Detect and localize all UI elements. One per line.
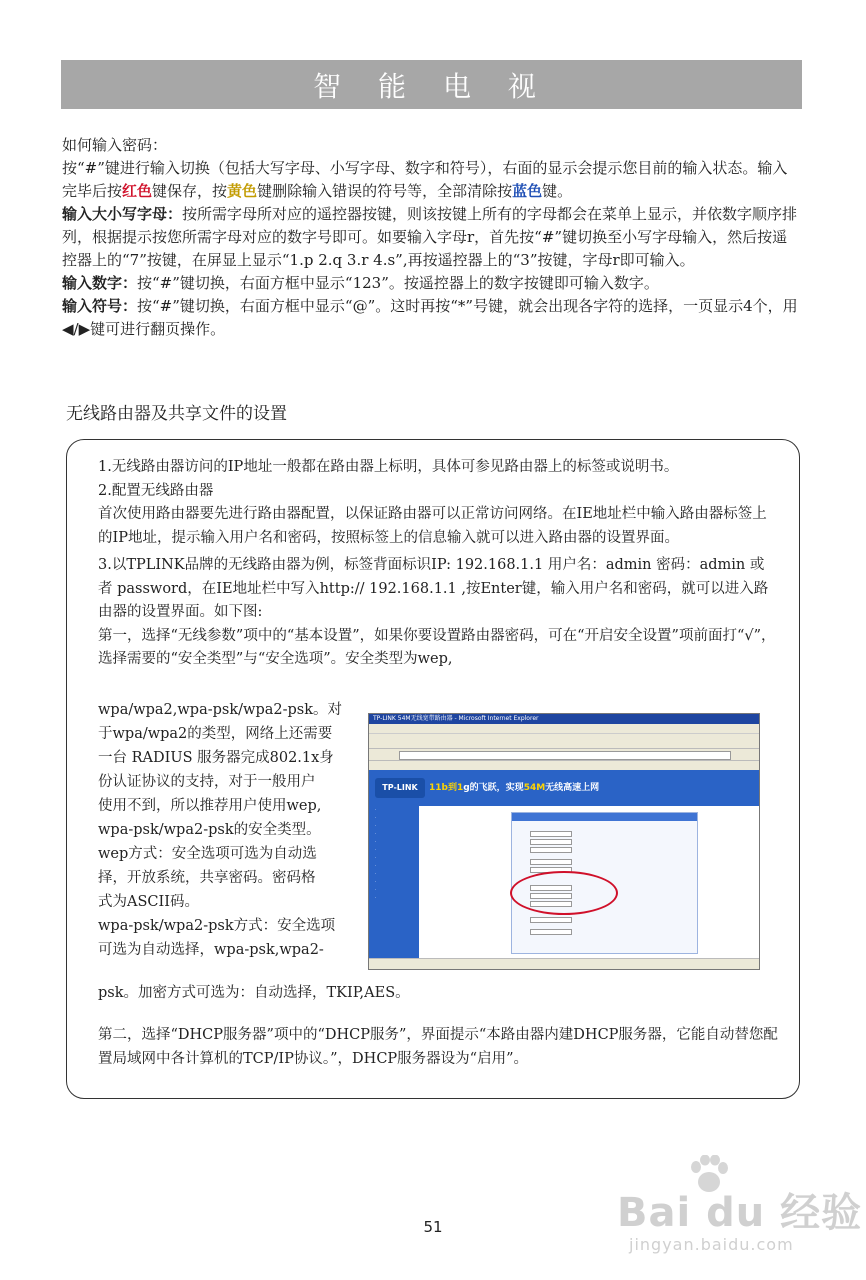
number-text: 按“#”键切换，右面方框中显示“123”。按遥控器上的数字按键即可输入数字。 <box>137 274 659 292</box>
intro-paragraph-number <box>62 272 802 295</box>
settings-row <box>520 831 572 837</box>
intro-paragraph-symbol <box>62 295 802 341</box>
intro-paragraph-case <box>62 203 802 272</box>
left-line: wpa-psk/wpa2-psk的安全类型。 <box>98 822 321 838</box>
box-line-3: 首次使用路由器要先进行路由器配置，以保证路由器可以正常访问网络。在IE地址栏中输入路由器标签上的IP地址，提示输入用户名和密码，按照标签上的信息输入就可以进入路由器的设置界面。 <box>98 506 767 546</box>
intro-text: 键删除输入错误的符号等，全部清除按 <box>257 182 513 200</box>
password-input-instructions <box>62 134 802 341</box>
router-sidebar <box>369 806 419 958</box>
symbol-label: 输入符号： <box>62 297 138 315</box>
box-text-left-column <box>98 698 368 962</box>
page-title-banner <box>61 60 802 109</box>
settings-row <box>520 839 572 845</box>
box-line-2: 2.配置无线路由器 <box>98 482 214 499</box>
router-config-screenshot <box>368 713 760 970</box>
sidebar-item: · <box>375 871 377 876</box>
slogan-part: g的飞跃，实现 <box>463 783 524 793</box>
sidebar-item: · <box>375 855 377 860</box>
slogan-part: 54M <box>523 783 546 793</box>
number-label: 输入数字： <box>62 274 138 292</box>
browser-titlebar: TP-LINK 54M无线宽带路由器 - Microsoft Internet Explorer <box>369 714 759 724</box>
sidebar-item: · <box>375 839 377 844</box>
settings-row <box>520 917 572 923</box>
box-text-top <box>98 456 778 672</box>
case-text: 按所需字母所对应的遥控器按键，则该按键上所有的字母都会在菜单上显示，并依数字顺序排列，根据提示按您所需字母对应的数字号即可。如要输入字母r，首先按“#”键切换至小写字母输入，然后按遥控器上的“7”按键，在屏显上显示“1.p 2.q 3.r 4.s”,再按遥控器上的“3”按键，字母r即可输入。 <box>62 205 798 269</box>
slogan-part: 11b到1 <box>429 783 464 793</box>
left-line: 择，开放系统，共享密码。密码格 <box>98 870 316 886</box>
sidebar-item: · <box>375 815 377 820</box>
left-line: wpa-psk/wpa2-psk方式：安全选项 <box>98 918 336 934</box>
panel-header <box>512 813 697 821</box>
intro-text: 键。 <box>542 182 573 200</box>
settings-row <box>520 929 572 935</box>
symbol-text: 按“#”键切换，右面方框中显示“@”。这时再按“*”号键，就会出现各字符的选择，一页显示4个，用◀/▶键可进行翻页操作。 <box>62 297 798 338</box>
settings-row <box>520 859 572 865</box>
box-line-5: 第一，选择“无线参数”项中的“基本设置”，如果你要设置路由器密码，可在“开启安全设置”项前面打“√”，选择需要的“安全类型”与“安全选项”。安全类型为wep, <box>98 627 776 667</box>
case-label: 输入大小写字母： <box>62 205 183 223</box>
slogan-part: 无线高速上网 <box>545 783 600 793</box>
browser-address-bar <box>369 749 759 761</box>
sidebar-item: · <box>375 847 377 852</box>
box-line-4: 3.以TPLINK品牌的无线路由器为例，标签背面标识IP: 192.168.1.1 用户名：admin 密码：admin 或者 password，在IE地址栏中写入http:// 192.168.1.1 ,按Enter键，输入用户名和密码，就可以进入路由器的设置界面。如下图: <box>98 557 769 620</box>
intro-paragraph-1 <box>62 157 802 203</box>
left-line: 份认证协议的支持，对于一般用户 <box>98 774 316 790</box>
left-line: 式为ASCII码。 <box>98 894 199 910</box>
sidebar-item: · <box>375 887 377 892</box>
box-line-6: 第二，选择“DHCP服务器”项中的“DHCP服务”，界面提示“本路由器内建DHCP服务器，它能自动替您配置局域网中各计算机的TCP/IP协议。”，DHCP服务器设为“启用”。 <box>98 1027 778 1067</box>
baidu-jingyan-watermark <box>613 1155 863 1265</box>
watermark-brand: Bai du 经验 <box>617 1190 863 1236</box>
page-number: 51 <box>423 1218 443 1236</box>
sidebar-item: · <box>375 831 377 836</box>
intro-text: 键保存，按 <box>152 182 228 200</box>
left-line: 使用不到，所以推荐用户使用wep, <box>98 798 322 814</box>
browser-toolbar <box>369 734 759 749</box>
page-title: 智 能 电 视 <box>313 69 550 103</box>
left-line: wpa/wpa2,wpa-psk/wpa2-psk。对 <box>98 702 343 718</box>
sidebar-item: · <box>375 807 377 812</box>
intro-text: 按“#”键进行输入切换（包括大写字母、小写字母、数字和符号），右面的显示会提示您目前的输入状态。输入完毕后按 <box>62 159 788 200</box>
left-line: 一台 RADIUS 服务器完成802.1x身 <box>98 750 334 766</box>
left-line: wep方式：安全选项可选为自动选 <box>98 846 317 862</box>
router-slogan <box>429 780 599 793</box>
settings-row <box>520 847 572 853</box>
tplink-logo: TP-LINK <box>375 778 425 798</box>
left-line: 可选为自动选择，wpa-psk,wpa2- <box>98 942 324 958</box>
address-field <box>399 751 731 760</box>
left-line: 于wpa/wpa2的类型，网络上还需要 <box>98 726 333 742</box>
red-key-label: 红色 <box>122 182 153 200</box>
browser-menubar <box>369 724 759 734</box>
blue-key-label: 蓝色 <box>512 182 543 200</box>
sidebar-item: · <box>375 863 377 868</box>
yellow-key-label: 黄色 <box>227 182 258 200</box>
sidebar-item: · <box>375 879 377 884</box>
box-line-end: psk。加密方式可选为：自动选择，TKIP,AES。 <box>98 985 410 1001</box>
sidebar-item: · <box>375 895 377 900</box>
intro-heading: 如何输入密码： <box>62 136 168 154</box>
browser-statusbar <box>369 958 760 970</box>
section-title: 无线路由器及共享文件的设置 <box>66 404 287 424</box>
watermark-url: jingyan.baidu.com <box>629 1235 794 1254</box>
router-header <box>369 770 759 806</box>
box-line-1: 1.无线路由器访问的IP地址一般都在路由器上标明，具体可参见路由器上的标签或说明书。 <box>98 459 679 475</box>
highlight-circle <box>510 871 618 915</box>
sidebar-item: · <box>375 823 377 828</box>
